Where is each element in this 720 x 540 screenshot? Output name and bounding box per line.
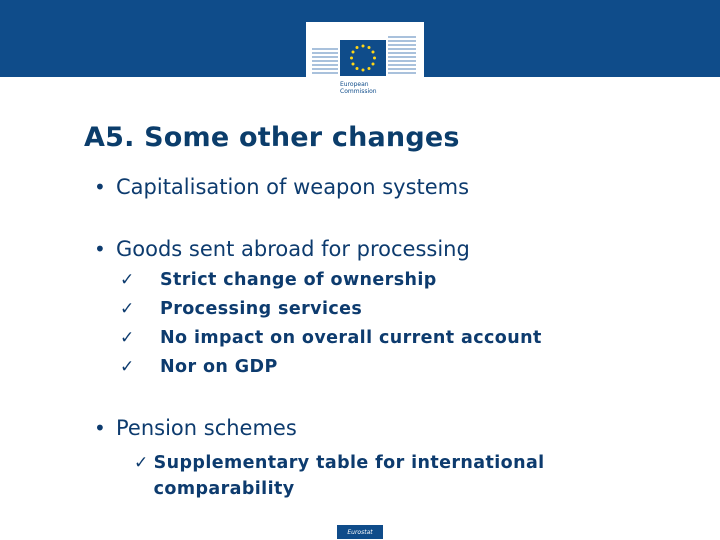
bullet-goods-processing [94,237,470,261]
subitem-text: Processing services [160,299,363,319]
slide-title: A5. Some other changes [84,122,460,153]
european-commission-logo [306,22,424,102]
eurostat-badge: Eurostat [337,525,383,539]
checkmark-icon: ✓ [120,299,135,319]
checkmark-icon: ✓ [120,357,135,377]
subitem-text: Strict change of ownership [160,270,437,290]
subitem-strict-change [120,270,437,290]
ec-logo-text [340,81,400,95]
bullet-icon: • [94,237,106,261]
subitem-processing-services [120,299,362,319]
bullet-text: Pension schemes [116,416,297,440]
checkmark-icon: ✓ [120,328,135,348]
subitem-supplementary-table [134,450,594,502]
subitem-nor-gdp [120,357,278,377]
bullet-pension-schemes [94,416,297,440]
subitem-no-impact [120,328,542,348]
logo-text-line1: European [340,81,369,88]
logo-text-line2: Commission [340,88,377,95]
subitem-text: Supplementary table for international comparability [153,453,545,499]
checkmark-icon: ✓ [120,270,135,290]
checkmark-icon: ✓ [134,453,149,473]
subitem-text: Nor on GDP [160,357,278,377]
bullet-text: Capitalisation of weapon systems [116,175,470,199]
subitem-text: No impact on overall current account [160,328,542,348]
ec-building-icon [306,22,424,82]
bullet-icon: • [94,175,106,199]
bullet-icon: • [94,416,106,440]
bullet-capitalisation [94,175,469,199]
bullet-text: Goods sent abroad for processing [116,237,470,261]
